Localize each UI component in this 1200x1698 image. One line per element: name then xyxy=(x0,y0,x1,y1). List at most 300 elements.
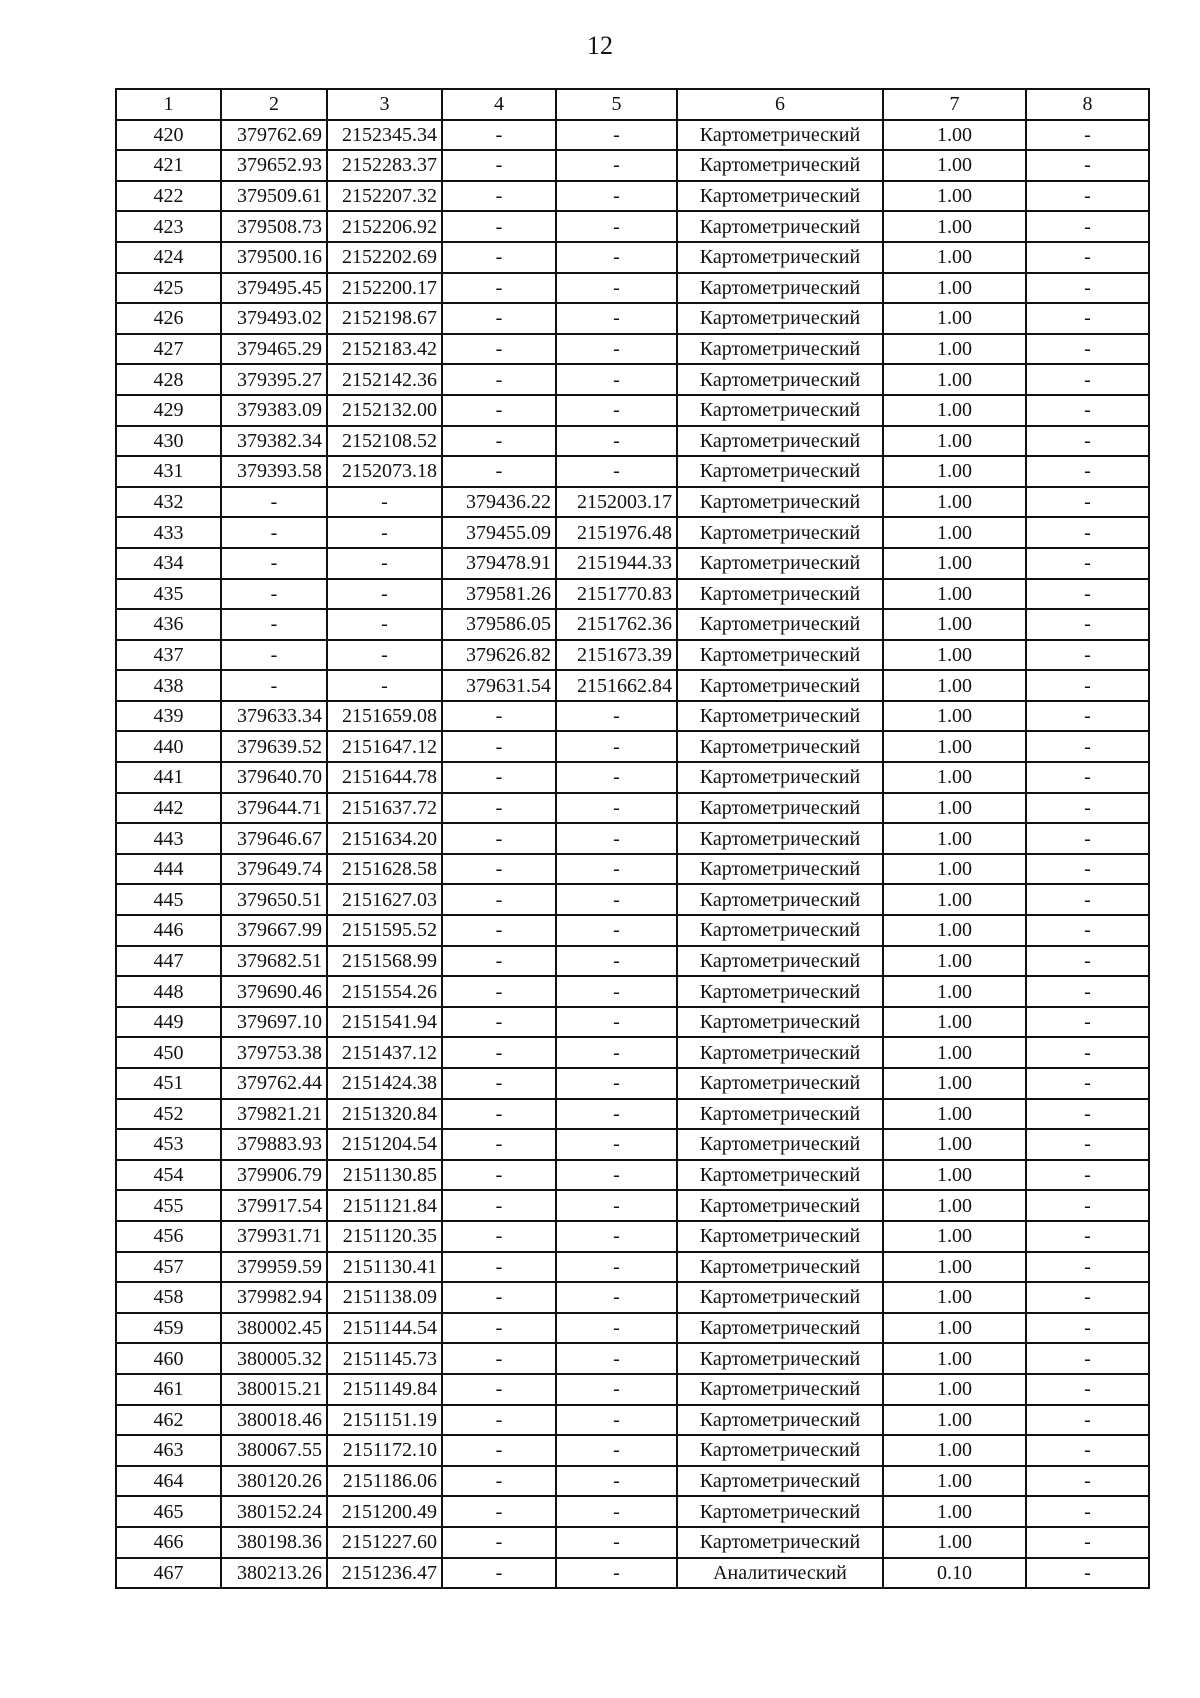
table-row xyxy=(116,609,1149,640)
x-coordinate-alt-cell: - xyxy=(442,1160,556,1191)
note-cell: - xyxy=(1026,793,1149,824)
point-number-cell: 426 xyxy=(116,303,221,334)
accuracy-cell: 1.00 xyxy=(883,334,1026,365)
accuracy-cell: 1.00 xyxy=(883,1068,1026,1099)
y-coordinate-alt-cell: - xyxy=(556,915,677,946)
point-number-cell: 456 xyxy=(116,1221,221,1252)
y-coordinate-cell: 2151320.84 xyxy=(327,1099,442,1130)
y-coordinate-alt-cell: - xyxy=(556,273,677,304)
accuracy-cell: 1.00 xyxy=(883,456,1026,487)
column-header: 8 xyxy=(1026,89,1149,120)
y-coordinate-cell: 2151121.84 xyxy=(327,1190,442,1221)
point-number-cell: 452 xyxy=(116,1099,221,1130)
x-coordinate-alt-cell: - xyxy=(442,1129,556,1160)
table-row xyxy=(116,731,1149,762)
point-number-cell: 432 xyxy=(116,487,221,518)
table-row xyxy=(116,762,1149,793)
y-coordinate-alt-cell: - xyxy=(556,1007,677,1038)
note-cell: - xyxy=(1026,364,1149,395)
y-coordinate-alt-cell: - xyxy=(556,1252,677,1283)
accuracy-cell: 1.00 xyxy=(883,150,1026,181)
y-coordinate-cell: 2151138.09 xyxy=(327,1282,442,1313)
accuracy-cell: 1.00 xyxy=(883,1343,1026,1374)
y-coordinate-alt-cell: - xyxy=(556,1129,677,1160)
x-coordinate-alt-cell: 379626.82 xyxy=(442,640,556,671)
note-cell: - xyxy=(1026,579,1149,610)
y-coordinate-alt-cell: - xyxy=(556,762,677,793)
accuracy-cell: 1.00 xyxy=(883,1374,1026,1405)
x-coordinate-cell: 380067.55 xyxy=(221,1435,327,1466)
y-coordinate-cell: 2151437.12 xyxy=(327,1037,442,1068)
method-cell: Картометрический xyxy=(677,884,883,915)
y-coordinate-alt-cell: - xyxy=(556,181,677,212)
x-coordinate-cell: 379640.70 xyxy=(221,762,327,793)
method-cell: Картометрический xyxy=(677,395,883,426)
note-cell: - xyxy=(1026,517,1149,548)
y-coordinate-cell: 2152283.37 xyxy=(327,150,442,181)
y-coordinate-cell: - xyxy=(327,609,442,640)
point-number-cell: 462 xyxy=(116,1405,221,1436)
note-cell: - xyxy=(1026,1007,1149,1038)
x-coordinate-cell: 379465.29 xyxy=(221,334,327,365)
note-cell: - xyxy=(1026,1374,1149,1405)
x-coordinate-alt-cell: 379455.09 xyxy=(442,517,556,548)
x-coordinate-cell: 379644.71 xyxy=(221,793,327,824)
y-coordinate-cell: 2151151.19 xyxy=(327,1405,442,1436)
method-cell: Картометрический xyxy=(677,273,883,304)
y-coordinate-cell: 2151204.54 xyxy=(327,1129,442,1160)
y-coordinate-cell: 2151144.54 xyxy=(327,1313,442,1344)
table-row xyxy=(116,426,1149,457)
accuracy-cell: 1.00 xyxy=(883,120,1026,151)
y-coordinate-alt-cell: - xyxy=(556,395,677,426)
x-coordinate-alt-cell: - xyxy=(442,334,556,365)
x-coordinate-alt-cell: - xyxy=(442,701,556,732)
column-header: 1 xyxy=(116,89,221,120)
method-cell: Картометрический xyxy=(677,517,883,548)
column-header: 6 xyxy=(677,89,883,120)
note-cell: - xyxy=(1026,731,1149,762)
method-cell: Картометрический xyxy=(677,1007,883,1038)
x-coordinate-alt-cell: - xyxy=(442,181,556,212)
accuracy-cell: 1.00 xyxy=(883,579,1026,610)
y-coordinate-alt-cell: - xyxy=(556,456,677,487)
x-coordinate-alt-cell: 379478.91 xyxy=(442,548,556,579)
accuracy-cell: 1.00 xyxy=(883,640,1026,671)
y-coordinate-alt-cell: - xyxy=(556,1221,677,1252)
accuracy-cell: 1.00 xyxy=(883,1282,1026,1313)
y-coordinate-cell: 2151149.84 xyxy=(327,1374,442,1405)
y-coordinate-cell: 2151568.99 xyxy=(327,946,442,977)
method-cell: Картометрический xyxy=(677,976,883,1007)
table-row xyxy=(116,946,1149,977)
x-coordinate-cell: 379762.44 xyxy=(221,1068,327,1099)
note-cell: - xyxy=(1026,701,1149,732)
table-row xyxy=(116,1007,1149,1038)
y-coordinate-cell: 2151424.38 xyxy=(327,1068,442,1099)
x-coordinate-alt-cell: - xyxy=(442,854,556,885)
table-header-row xyxy=(116,89,1149,120)
x-coordinate-cell: 379697.10 xyxy=(221,1007,327,1038)
x-coordinate-alt-cell: - xyxy=(442,1527,556,1558)
x-coordinate-alt-cell: - xyxy=(442,1099,556,1130)
table-row xyxy=(116,334,1149,365)
x-coordinate-cell: 379508.73 xyxy=(221,211,327,242)
y-coordinate-alt-cell: - xyxy=(556,120,677,151)
method-cell: Картометрический xyxy=(677,1343,883,1374)
method-cell: Картометрический xyxy=(677,1466,883,1497)
note-cell: - xyxy=(1026,150,1149,181)
accuracy-cell: 1.00 xyxy=(883,1435,1026,1466)
y-coordinate-cell: 2151647.12 xyxy=(327,731,442,762)
point-number-cell: 424 xyxy=(116,242,221,273)
point-number-cell: 423 xyxy=(116,211,221,242)
method-cell: Картометрический xyxy=(677,701,883,732)
y-coordinate-cell: 2152207.32 xyxy=(327,181,442,212)
note-cell: - xyxy=(1026,487,1149,518)
note-cell: - xyxy=(1026,1466,1149,1497)
x-coordinate-cell: 379646.67 xyxy=(221,823,327,854)
note-cell: - xyxy=(1026,946,1149,977)
accuracy-cell: 1.00 xyxy=(883,762,1026,793)
x-coordinate-cell: 379917.54 xyxy=(221,1190,327,1221)
method-cell: Картометрический xyxy=(677,1037,883,1068)
note-cell: - xyxy=(1026,1068,1149,1099)
x-coordinate-alt-cell: - xyxy=(442,211,556,242)
x-coordinate-cell: 379753.38 xyxy=(221,1037,327,1068)
page-number: 12 xyxy=(587,31,613,60)
table-row xyxy=(116,395,1149,426)
column-header: 7 xyxy=(883,89,1026,120)
table-row xyxy=(116,242,1149,273)
y-coordinate-alt-cell: - xyxy=(556,1374,677,1405)
x-coordinate-alt-cell: - xyxy=(442,1037,556,1068)
point-number-cell: 447 xyxy=(116,946,221,977)
table-row xyxy=(116,1343,1149,1374)
y-coordinate-alt-cell: - xyxy=(556,1405,677,1436)
accuracy-cell: 1.00 xyxy=(883,1252,1026,1283)
x-coordinate-alt-cell: - xyxy=(442,1374,556,1405)
x-coordinate-alt-cell: - xyxy=(442,976,556,1007)
y-coordinate-cell: - xyxy=(327,579,442,610)
method-cell: Картометрический xyxy=(677,456,883,487)
column-header: 4 xyxy=(442,89,556,120)
method-cell: Картометрический xyxy=(677,120,883,151)
table-row xyxy=(116,1282,1149,1313)
point-number-cell: 464 xyxy=(116,1466,221,1497)
x-coordinate-alt-cell: - xyxy=(442,1558,556,1589)
table-row xyxy=(116,1068,1149,1099)
x-coordinate-alt-cell: - xyxy=(442,1405,556,1436)
method-cell: Картометрический xyxy=(677,211,883,242)
x-coordinate-alt-cell: - xyxy=(442,456,556,487)
y-coordinate-alt-cell: - xyxy=(556,976,677,1007)
y-coordinate-alt-cell: - xyxy=(556,854,677,885)
point-number-cell: 429 xyxy=(116,395,221,426)
point-number-cell: 421 xyxy=(116,150,221,181)
x-coordinate-cell: - xyxy=(221,670,327,701)
point-number-cell: 457 xyxy=(116,1252,221,1283)
point-number-cell: 434 xyxy=(116,548,221,579)
y-coordinate-cell: 2152142.36 xyxy=(327,364,442,395)
y-coordinate-alt-cell: - xyxy=(556,1068,677,1099)
y-coordinate-alt-cell: - xyxy=(556,211,677,242)
method-cell: Картометрический xyxy=(677,1160,883,1191)
table-row xyxy=(116,1466,1149,1497)
method-cell: Картометрический xyxy=(677,1313,883,1344)
method-cell: Картометрический xyxy=(677,1221,883,1252)
note-cell: - xyxy=(1026,1037,1149,1068)
x-coordinate-cell: 380002.45 xyxy=(221,1313,327,1344)
x-coordinate-cell: 380018.46 xyxy=(221,1405,327,1436)
accuracy-cell: 1.00 xyxy=(883,1527,1026,1558)
accuracy-cell: 1.00 xyxy=(883,946,1026,977)
y-coordinate-cell: 2152202.69 xyxy=(327,242,442,273)
note-cell: - xyxy=(1026,548,1149,579)
x-coordinate-alt-cell: - xyxy=(442,1190,556,1221)
point-number-cell: 441 xyxy=(116,762,221,793)
method-cell: Картометрический xyxy=(677,548,883,579)
point-number-cell: 451 xyxy=(116,1068,221,1099)
table-row xyxy=(116,884,1149,915)
x-coordinate-cell: 380120.26 xyxy=(221,1466,327,1497)
x-coordinate-cell: 380005.32 xyxy=(221,1343,327,1374)
method-cell: Картометрический xyxy=(677,1129,883,1160)
table-row xyxy=(116,1374,1149,1405)
x-coordinate-alt-cell: - xyxy=(442,273,556,304)
note-cell: - xyxy=(1026,1129,1149,1160)
x-coordinate-alt-cell: - xyxy=(442,1221,556,1252)
y-coordinate-alt-cell: - xyxy=(556,334,677,365)
x-coordinate-cell: 379495.45 xyxy=(221,273,327,304)
y-coordinate-cell: 2151236.47 xyxy=(327,1558,442,1589)
note-cell: - xyxy=(1026,1252,1149,1283)
point-number-cell: 455 xyxy=(116,1190,221,1221)
table-row xyxy=(116,701,1149,732)
accuracy-cell: 1.00 xyxy=(883,1099,1026,1130)
table-row xyxy=(116,1221,1149,1252)
y-coordinate-cell: 2152345.34 xyxy=(327,120,442,151)
note-cell: - xyxy=(1026,242,1149,273)
x-coordinate-alt-cell: - xyxy=(442,946,556,977)
accuracy-cell: 1.00 xyxy=(883,364,1026,395)
x-coordinate-cell: 379667.99 xyxy=(221,915,327,946)
y-coordinate-alt-cell: - xyxy=(556,1160,677,1191)
table-row xyxy=(116,273,1149,304)
accuracy-cell: 1.00 xyxy=(883,1129,1026,1160)
note-cell: - xyxy=(1026,1435,1149,1466)
note-cell: - xyxy=(1026,1496,1149,1527)
x-coordinate-alt-cell: - xyxy=(442,1068,556,1099)
method-cell: Картометрический xyxy=(677,579,883,610)
point-number-cell: 454 xyxy=(116,1160,221,1191)
table-row xyxy=(116,1496,1149,1527)
table-row xyxy=(116,120,1149,151)
x-coordinate-cell: 379821.21 xyxy=(221,1099,327,1130)
accuracy-cell: 1.00 xyxy=(883,1466,1026,1497)
point-number-cell: 427 xyxy=(116,334,221,365)
table-row xyxy=(116,1160,1149,1191)
y-coordinate-cell: 2151634.20 xyxy=(327,823,442,854)
y-coordinate-cell: 2151200.49 xyxy=(327,1496,442,1527)
y-coordinate-cell: - xyxy=(327,640,442,671)
y-coordinate-alt-cell: - xyxy=(556,884,677,915)
accuracy-cell: 1.00 xyxy=(883,487,1026,518)
y-coordinate-cell: 2151595.52 xyxy=(327,915,442,946)
point-number-cell: 458 xyxy=(116,1282,221,1313)
point-number-cell: 430 xyxy=(116,426,221,457)
table-row xyxy=(116,1558,1149,1589)
point-number-cell: 463 xyxy=(116,1435,221,1466)
method-cell: Картометрический xyxy=(677,793,883,824)
note-cell: - xyxy=(1026,1527,1149,1558)
point-number-cell: 437 xyxy=(116,640,221,671)
y-coordinate-alt-cell: 2151770.83 xyxy=(556,579,677,610)
x-coordinate-alt-cell: - xyxy=(442,1466,556,1497)
point-number-cell: 431 xyxy=(116,456,221,487)
table-row xyxy=(116,456,1149,487)
method-cell: Картометрический xyxy=(677,670,883,701)
method-cell: Картометрический xyxy=(677,1435,883,1466)
accuracy-cell: 1.00 xyxy=(883,1221,1026,1252)
note-cell: - xyxy=(1026,120,1149,151)
table-row xyxy=(116,1129,1149,1160)
y-coordinate-alt-cell: 2151662.84 xyxy=(556,670,677,701)
y-coordinate-cell: 2151644.78 xyxy=(327,762,442,793)
method-cell: Картометрический xyxy=(677,1496,883,1527)
method-cell: Картометрический xyxy=(677,1527,883,1558)
method-cell: Картометрический xyxy=(677,762,883,793)
y-coordinate-alt-cell: - xyxy=(556,1496,677,1527)
y-coordinate-cell: 2152073.18 xyxy=(327,456,442,487)
x-coordinate-alt-cell: - xyxy=(442,793,556,824)
y-coordinate-cell: - xyxy=(327,517,442,548)
x-coordinate-alt-cell: - xyxy=(442,395,556,426)
y-coordinate-alt-cell: - xyxy=(556,1190,677,1221)
note-cell: - xyxy=(1026,976,1149,1007)
y-coordinate-cell: 2151186.06 xyxy=(327,1466,442,1497)
note-cell: - xyxy=(1026,211,1149,242)
x-coordinate-cell: 379762.69 xyxy=(221,120,327,151)
x-coordinate-alt-cell: - xyxy=(442,242,556,273)
x-coordinate-alt-cell: - xyxy=(442,731,556,762)
accuracy-cell: 0.10 xyxy=(883,1558,1026,1589)
y-coordinate-cell: 2152132.00 xyxy=(327,395,442,426)
x-coordinate-cell: 380213.26 xyxy=(221,1558,327,1589)
note-cell: - xyxy=(1026,1405,1149,1436)
point-number-cell: 442 xyxy=(116,793,221,824)
x-coordinate-cell: - xyxy=(221,609,327,640)
y-coordinate-cell: 2152206.92 xyxy=(327,211,442,242)
y-coordinate-cell: 2151120.35 xyxy=(327,1221,442,1252)
method-cell: Картометрический xyxy=(677,731,883,762)
x-coordinate-cell: 379382.34 xyxy=(221,426,327,457)
y-coordinate-cell: 2152108.52 xyxy=(327,426,442,457)
note-cell: - xyxy=(1026,640,1149,671)
y-coordinate-alt-cell: - xyxy=(556,1099,677,1130)
coordinates-table xyxy=(115,88,1150,1589)
x-coordinate-cell: 379652.93 xyxy=(221,150,327,181)
y-coordinate-cell: - xyxy=(327,487,442,518)
y-coordinate-alt-cell: - xyxy=(556,1343,677,1374)
table-row xyxy=(116,915,1149,946)
y-coordinate-cell: 2151130.41 xyxy=(327,1252,442,1283)
method-cell: Картометрический xyxy=(677,915,883,946)
point-number-cell: 440 xyxy=(116,731,221,762)
x-coordinate-cell: - xyxy=(221,640,327,671)
method-cell: Картометрический xyxy=(677,242,883,273)
accuracy-cell: 1.00 xyxy=(883,517,1026,548)
method-cell: Картометрический xyxy=(677,1374,883,1405)
method-cell: Картометрический xyxy=(677,609,883,640)
x-coordinate-alt-cell: 379586.05 xyxy=(442,609,556,640)
x-coordinate-cell: - xyxy=(221,517,327,548)
x-coordinate-alt-cell: - xyxy=(442,303,556,334)
y-coordinate-alt-cell: 2151673.39 xyxy=(556,640,677,671)
table-row xyxy=(116,1313,1149,1344)
accuracy-cell: 1.00 xyxy=(883,884,1026,915)
y-coordinate-alt-cell: 2151976.48 xyxy=(556,517,677,548)
y-coordinate-cell: 2151227.60 xyxy=(327,1527,442,1558)
accuracy-cell: 1.00 xyxy=(883,1313,1026,1344)
x-coordinate-cell: 379931.71 xyxy=(221,1221,327,1252)
table-row xyxy=(116,548,1149,579)
note-cell: - xyxy=(1026,395,1149,426)
point-number-cell: 450 xyxy=(116,1037,221,1068)
point-number-cell: 443 xyxy=(116,823,221,854)
x-coordinate-cell: 379682.51 xyxy=(221,946,327,977)
point-number-cell: 439 xyxy=(116,701,221,732)
accuracy-cell: 1.00 xyxy=(883,1496,1026,1527)
point-number-cell: 436 xyxy=(116,609,221,640)
x-coordinate-cell: 379906.79 xyxy=(221,1160,327,1191)
x-coordinate-alt-cell: - xyxy=(442,915,556,946)
accuracy-cell: 1.00 xyxy=(883,211,1026,242)
y-coordinate-alt-cell: - xyxy=(556,426,677,457)
x-coordinate-alt-cell: - xyxy=(442,150,556,181)
table-row xyxy=(116,364,1149,395)
y-coordinate-alt-cell: - xyxy=(556,1313,677,1344)
accuracy-cell: 1.00 xyxy=(883,1160,1026,1191)
table-row xyxy=(116,150,1149,181)
method-cell: Картометрический xyxy=(677,426,883,457)
table-row xyxy=(116,1252,1149,1283)
accuracy-cell: 1.00 xyxy=(883,793,1026,824)
table-row xyxy=(116,1405,1149,1436)
y-coordinate-cell: 2151554.26 xyxy=(327,976,442,1007)
point-number-cell: 459 xyxy=(116,1313,221,1344)
method-cell: Картометрический xyxy=(677,334,883,365)
y-coordinate-alt-cell: - xyxy=(556,1466,677,1497)
accuracy-cell: 1.00 xyxy=(883,609,1026,640)
accuracy-cell: 1.00 xyxy=(883,915,1026,946)
x-coordinate-alt-cell: - xyxy=(442,1496,556,1527)
x-coordinate-cell: 380152.24 xyxy=(221,1496,327,1527)
table-row xyxy=(116,1435,1149,1466)
x-coordinate-cell: 379649.74 xyxy=(221,854,327,885)
note-cell: - xyxy=(1026,1558,1149,1589)
y-coordinate-cell: 2151627.03 xyxy=(327,884,442,915)
y-coordinate-alt-cell: - xyxy=(556,1282,677,1313)
accuracy-cell: 1.00 xyxy=(883,1405,1026,1436)
accuracy-cell: 1.00 xyxy=(883,976,1026,1007)
note-cell: - xyxy=(1026,426,1149,457)
point-number-cell: 420 xyxy=(116,120,221,151)
point-number-cell: 433 xyxy=(116,517,221,548)
x-coordinate-cell: 379393.58 xyxy=(221,456,327,487)
y-coordinate-alt-cell: 2151944.33 xyxy=(556,548,677,579)
column-header: 3 xyxy=(327,89,442,120)
